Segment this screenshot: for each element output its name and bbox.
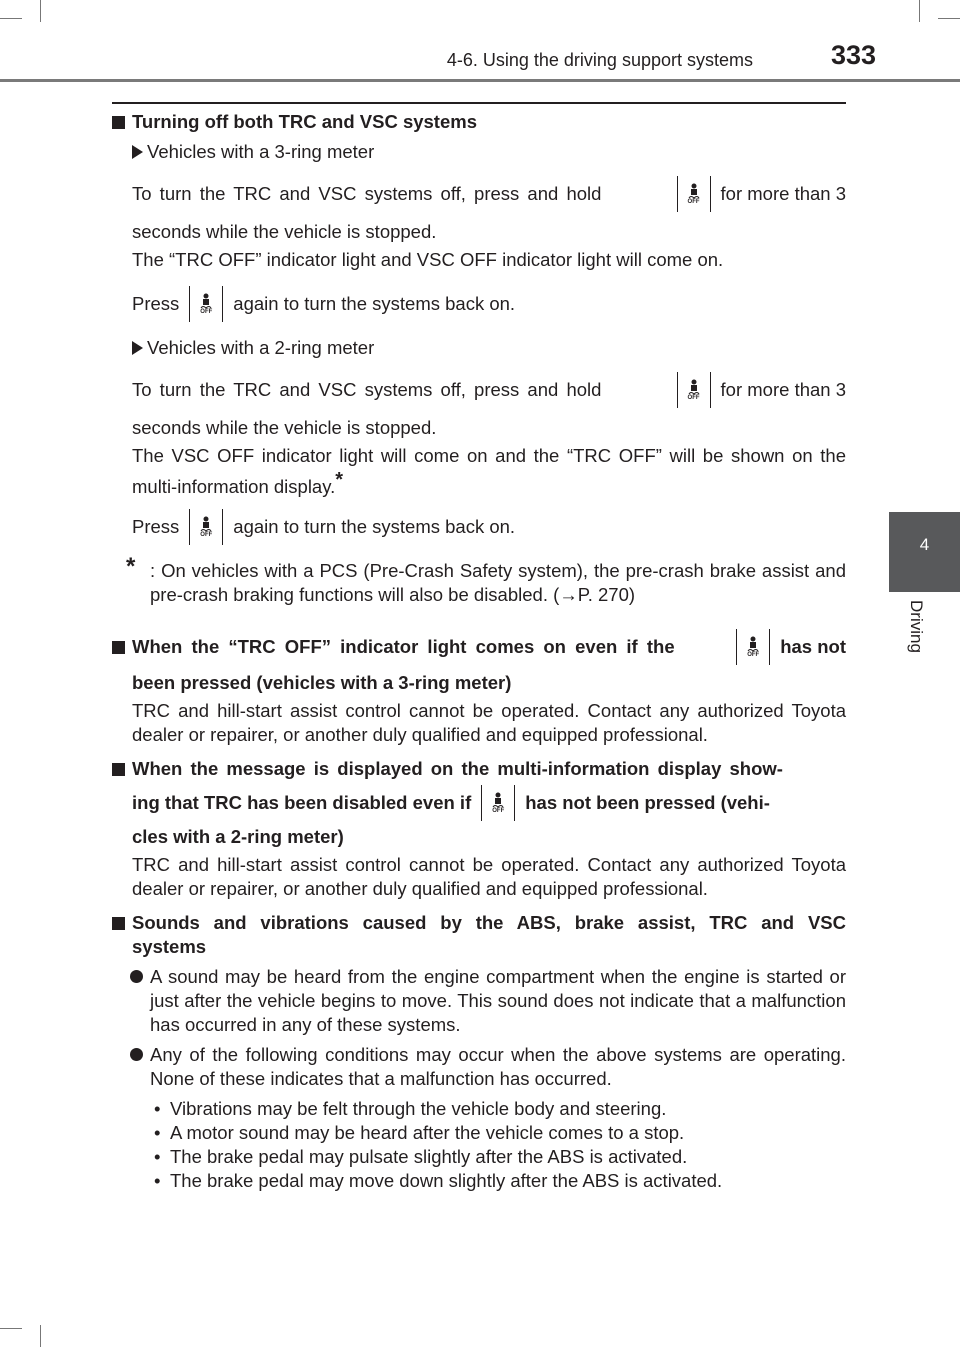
instruction-line: Press OFF again to turn the systems back on. <box>112 286 846 322</box>
header-section-title: 4-6. Using the driving support systems <box>446 50 753 70</box>
header-bar <box>0 79 960 82</box>
crop-mark <box>40 0 41 22</box>
list-item: A sound may be heard from the engine compartment when the engine is started or just after the vehicle begins to move. This sound does not indicate that a malfunction has occurred in any of these systems. <box>112 965 846 1037</box>
list-item: Any of the following conditions may occur when the above systems are operating. None of these indicates that a malfunction has occurred. <box>112 1043 846 1091</box>
heading-square-icon <box>112 641 125 654</box>
list-item-2-ring: Vehicles with a 2-ring meter <box>112 336 846 360</box>
heading-square-icon <box>112 917 125 930</box>
instruction-text: The “TRC OFF” indicator light and VSC OFF indicator light will come on. <box>132 249 724 270</box>
bullet-dot-icon <box>130 1048 143 1061</box>
instruction-text: seconds while the vehicle is stopped. <box>132 417 437 438</box>
heading-square-icon <box>112 763 125 776</box>
main-content <box>112 110 846 1199</box>
section-heading: When the “TRC OFF” indicator light comes on even if the OFF has not been pressed (vehicles with a 3-ring meter) <box>112 629 846 695</box>
crop-mark <box>0 1328 22 1329</box>
chapter-number: 4 <box>919 535 930 554</box>
section-heading: Sounds and vibrations caused by the ABS, brake assist, TRC and VSC systems <box>112 911 846 959</box>
trc-vsc-off-button-icon: OFF <box>189 509 223 545</box>
sub-list-item: • Vibrations may be felt through the vehicle body and steering. <box>154 1098 667 1120</box>
sub-list-item: • A motor sound may be heard after the vehicle comes to a stop. <box>154 1122 685 1144</box>
section-trc-disabled-message <box>112 757 846 901</box>
page-number: 333 <box>830 40 876 70</box>
section-body: TRC and hill-start assist control cannot be operated. Contact any authorized Toyota dealer or repairer, or another duly qualified and equipped professional. <box>132 854 846 900</box>
section-turn-off-trc-vsc <box>112 110 846 607</box>
list-item-3-ring: Vehicles with a 3-ring meter <box>112 140 846 164</box>
heading-square-icon <box>112 116 125 129</box>
instruction-line: To turn the TRC and VSC systems off, press and hold OFF for more than 3 <box>112 176 846 212</box>
trc-vsc-off-button-icon: OFF <box>677 372 711 408</box>
sub-list-item: • The brake pedal may pulsate slightly after the ABS is activated. <box>154 1146 688 1168</box>
footnote-star: * <box>126 553 136 581</box>
trc-vsc-off-button-icon: OFF <box>736 629 770 665</box>
trc-vsc-off-button-icon: OFF <box>677 176 711 212</box>
crop-mark <box>938 18 960 19</box>
bullet-dot-icon <box>130 970 143 983</box>
footnote: * : On vehicles with a PCS (Pre-Crash Safety system), the pre-crash brake assist and pre-crash braking functions will also be disabled. (→P. 270) <box>126 553 846 606</box>
section-heading: When the message is displayed on the multi-information display show- ing that TRC has been disabled even if OFF has not been pressed (vehi- cles with a 2-ring meter) <box>112 757 846 849</box>
instruction-text: seconds while the vehicle is stopped. <box>132 221 437 242</box>
arrow-right-icon <box>132 145 143 159</box>
instruction-text: The VSC OFF indicator light will come on and the “TRC OFF” will be shown on the multi-information display.* <box>132 445 846 498</box>
chapter-label: Driving <box>907 600 926 653</box>
section-trc-off-indicator <box>112 629 846 747</box>
crop-mark <box>0 18 22 19</box>
instruction-line: Press OFF again to turn the systems back on. <box>112 509 846 545</box>
crop-mark <box>40 1325 41 1347</box>
instruction-line: To turn the TRC and VSC systems off, press and hold OFF for more than 3 <box>112 372 846 408</box>
trc-vsc-off-button-icon: OFF <box>481 785 515 821</box>
top-rule <box>112 102 846 104</box>
sub-list-item: • The brake pedal may move down slightly after the ABS is activated. <box>154 1170 723 1192</box>
crop-mark <box>919 0 920 22</box>
trc-vsc-off-button-icon: OFF <box>189 286 223 322</box>
section-body: TRC and hill-start assist control cannot be operated. Contact any authorized Toyota dealer or repairer, or another duly qualified and equipped professional. <box>132 700 846 746</box>
section-sounds-vibrations <box>112 911 846 1193</box>
section-heading: Turning off both TRC and VSC systems <box>112 110 846 134</box>
arrow-right-icon <box>132 341 143 355</box>
